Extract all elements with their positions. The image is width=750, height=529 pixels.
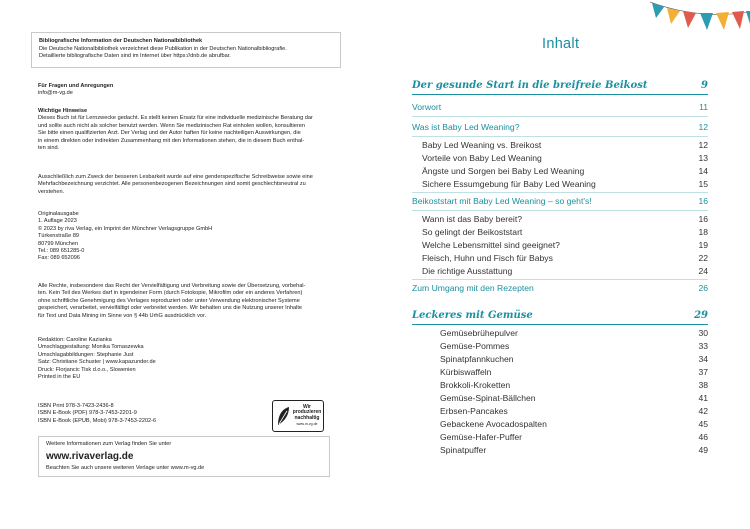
toc-label: So gelingt der Beikoststart bbox=[422, 227, 523, 237]
toc-label: Sichere Essumgebung für Baby Led Weaning bbox=[422, 179, 596, 189]
edition-line: Fax: 089 652096 bbox=[38, 255, 80, 262]
toc-page: 12 bbox=[698, 140, 708, 150]
gender-line: Ausschließlich zum Zweck der besseren Lesbarkeit wurde auf eine genderspezifische Schreibweise sowie eine bbox=[38, 174, 313, 180]
toc-recipe-entry[interactable] bbox=[440, 404, 708, 418]
toc-label: Beikoststart mit Baby Led Weaning – so geht's! bbox=[412, 196, 592, 206]
rights-line: gespeichert, verarbeitet, vervielfältigt oder verbreitet werden. Wir behalten uns die Nutzung unserer Inhalte bbox=[38, 305, 302, 312]
toc-recipe-entry[interactable] bbox=[440, 417, 708, 431]
toc-chapter-entry[interactable] bbox=[412, 120, 708, 134]
rights-line: Alle Rechte, insbesondere das Recht der Vervielfältigung und Verbreitung sowie der Übersetzung, vorbehal- bbox=[38, 283, 306, 289]
rights-block bbox=[38, 283, 343, 320]
toc-label: Vorteile von Baby Led Weaning bbox=[422, 153, 542, 163]
edition-line: Tel.: 089 651285-0 bbox=[38, 248, 85, 255]
toc-page: 29 bbox=[694, 309, 708, 321]
toc-recipe-entry[interactable] bbox=[440, 391, 708, 405]
notes-line: und sollte auch nicht als solcher benutzt werden. Wenn Sie medizinischen Rat einholen wollen, konsultieren bbox=[38, 122, 305, 129]
eco-text bbox=[291, 405, 323, 427]
rights-line: für Text und Data Mining im Sinne von § 44b UrhG ausdrücklich vor. bbox=[38, 312, 207, 319]
edition-block bbox=[38, 211, 343, 263]
edition-line: Originalausgabe bbox=[38, 211, 79, 217]
bunting-flags-icon bbox=[650, 0, 750, 48]
toc-page: 12 bbox=[698, 122, 708, 132]
notes-line: Dieses Buch ist für Lernzwecke gedacht. Es stellt keinen Ersatz für eine individuelle medizinische Beratung dar bbox=[38, 115, 313, 122]
toc-page: 16 bbox=[698, 214, 708, 224]
biblio-line: Detaillierte bibliografische Daten sind im Internet über https://dnb.de abrufbar. bbox=[39, 53, 231, 60]
divider bbox=[412, 116, 708, 117]
toc-label: Spinatpuffer bbox=[440, 445, 487, 455]
credits-line: Druck: Florjancic Tisk d.o.o., Slowenien bbox=[38, 366, 136, 373]
toc-section-entry[interactable] bbox=[422, 238, 708, 252]
toc-page: 22 bbox=[698, 253, 708, 263]
divider bbox=[412, 94, 708, 95]
toc-page: 14 bbox=[698, 166, 708, 176]
isbn-block bbox=[38, 403, 258, 425]
toc-page: 13 bbox=[698, 153, 708, 163]
toc-part-entry[interactable] bbox=[412, 78, 708, 92]
toc-page: 16 bbox=[698, 196, 708, 206]
bunting-flag bbox=[700, 13, 713, 30]
toc-page: 42 bbox=[698, 406, 708, 416]
toc-label: Spinatpfannkuchen bbox=[440, 354, 514, 364]
credits-line: Satz: Christiane Schuster | www.kapazunder.de bbox=[38, 359, 156, 366]
contents-page bbox=[375, 0, 750, 529]
eco-small: www.m-vg.de bbox=[296, 421, 318, 426]
toc-section-entry[interactable] bbox=[422, 251, 708, 265]
toc-label: Gemüse-Pommes bbox=[440, 341, 510, 351]
publisher-web-box bbox=[38, 436, 330, 477]
bunting-flag bbox=[746, 11, 750, 24]
toc-label: Die richtige Ausstattung bbox=[422, 266, 513, 276]
toc-page: 38 bbox=[698, 380, 708, 390]
toc-part-entry[interactable] bbox=[412, 308, 708, 322]
toc-label: Kürbiswaffeln bbox=[440, 367, 492, 377]
toc-recipe-entry[interactable] bbox=[440, 365, 708, 379]
toc-recipe-entry[interactable] bbox=[440, 326, 708, 340]
edition-line: © 2023 by riva Verlag, ein Imprint der Münchner Verlagsgruppe GmbH bbox=[38, 225, 213, 232]
web-url[interactable]: www.rivaverlag.de bbox=[46, 451, 134, 462]
rights-line: ten. Kein Teil des Werkes darf in irgendeiner Form (durch Fotokopie, Mikrofilm oder ein anderes Verfahren) bbox=[38, 290, 303, 297]
toc-recipe-entry[interactable] bbox=[440, 339, 708, 353]
page-title: Inhalt bbox=[542, 36, 580, 52]
credits-block bbox=[38, 337, 343, 381]
divider bbox=[412, 192, 708, 193]
credits-line: Redaktion: Caroline Kazianka bbox=[38, 337, 112, 343]
divider bbox=[412, 136, 708, 137]
isbn-line: ISBN E-Book (PDF) 978-3-7453-2201-9 bbox=[38, 410, 137, 417]
toc-page: 34 bbox=[698, 354, 708, 364]
toc-recipe-entry[interactable] bbox=[440, 430, 708, 444]
credits-line: Umschlagabbildungen: Stephanie Just bbox=[38, 351, 134, 358]
divider bbox=[412, 324, 708, 325]
toc-page: 41 bbox=[698, 393, 708, 403]
sustainability-badge bbox=[272, 400, 324, 432]
toc-section-entry[interactable] bbox=[422, 164, 708, 178]
toc-section-entry[interactable] bbox=[422, 151, 708, 165]
toc-chapter-entry[interactable] bbox=[412, 281, 708, 295]
toc-page: 9 bbox=[701, 79, 708, 91]
bibliographic-info-box bbox=[31, 32, 341, 68]
notes-block bbox=[38, 108, 343, 152]
toc-label: Ängste und Sorgen bei Baby Led Weaning bbox=[422, 166, 585, 176]
edition-line: 80799 München bbox=[38, 240, 79, 247]
toc-page: 33 bbox=[698, 341, 708, 351]
biblio-line: Die Deutsche Nationalbibliothek verzeichnet diese Publikation in der Deutschen Nationalbibliografie. bbox=[39, 45, 287, 52]
toc-section-entry[interactable] bbox=[422, 177, 708, 191]
toc-label: Vorwort bbox=[412, 102, 442, 112]
toc-chapter-entry[interactable] bbox=[412, 194, 708, 208]
toc-label: Gemüsebrühepulver bbox=[440, 328, 518, 338]
leaf-icon bbox=[276, 405, 291, 427]
toc-page: 46 bbox=[698, 432, 708, 442]
toc-page: 26 bbox=[698, 283, 708, 293]
toc-label: Leckeres mit Gemüse bbox=[412, 309, 533, 321]
bunting-flag bbox=[652, 3, 664, 18]
web-outro: Beachten Sie auch unsere weiteren Verlage unter www.m-vg.de bbox=[46, 465, 205, 471]
toc-page: 19 bbox=[698, 240, 708, 250]
toc-page: 11 bbox=[699, 102, 708, 112]
toc-section-entry[interactable] bbox=[422, 212, 708, 226]
credits-line: Printed in the EU bbox=[38, 374, 81, 381]
bunting-flag bbox=[683, 11, 696, 28]
credits-line: Umschlaggestaltung: Monika Tomaszewka bbox=[38, 344, 144, 351]
eco-line2: nachhaltig bbox=[294, 415, 320, 421]
notes-line: ten sind. bbox=[38, 145, 60, 152]
isbn-line: ISBN E-Book (EPUB, Mobi) 978-3-7453-2202-6 bbox=[38, 417, 157, 424]
toc-label: Welche Lebensmittel sind geeignet? bbox=[422, 240, 560, 250]
toc-label: Wann ist das Baby bereit? bbox=[422, 214, 522, 224]
divider bbox=[412, 279, 708, 280]
toc-label: Brokkoli-Kroketten bbox=[440, 380, 511, 390]
rights-line: ohne schriftliche Genehmigung des Verlages reproduziert oder unter Verwendung elektronischer Systeme bbox=[38, 297, 300, 304]
toc-label: Der gesunde Start in die breifreie Beikost bbox=[412, 79, 648, 91]
bunting-flag bbox=[732, 11, 744, 29]
toc-label: Was ist Baby Led Weaning? bbox=[412, 122, 520, 132]
toc-page: 15 bbox=[698, 179, 708, 189]
contact-email[interactable]: info@m-vg.de bbox=[38, 90, 73, 97]
contact-title: Für Fragen und Anregungen bbox=[38, 83, 114, 89]
toc-page: 18 bbox=[698, 227, 708, 237]
notes-line: Sie bitte einen qualifizierten Arzt. Der Verlag und der Autor haften für keine nachteiligen Auswirkungen, die bbox=[38, 130, 301, 137]
toc-label: Zum Umgang mit den Rezepten bbox=[412, 283, 534, 293]
bunting-flag bbox=[667, 8, 680, 24]
toc-label: Erbsen-Pancakes bbox=[440, 406, 508, 416]
web-intro: Weitere Informationen zum Verlag finden Sie unter bbox=[46, 441, 172, 447]
toc-section-entry[interactable] bbox=[422, 138, 708, 152]
edition-line: 1. Auflage 2023 bbox=[38, 218, 77, 225]
gender-note-block bbox=[38, 174, 343, 196]
toc-label: Baby Led Weaning vs. Breikost bbox=[422, 140, 542, 150]
toc-recipe-entry[interactable] bbox=[440, 378, 708, 392]
gender-line: Mehrfachbezeichnung verzichtet. Alle personenbezogenen Bezeichnungen sind somit geschlechtsneutral zu bbox=[38, 181, 306, 188]
notes-line: in einem direkten oder indirekten Zusammenhang mit den Informationen stehen, die in diesem Buch enthal- bbox=[38, 137, 305, 144]
toc-page: 30 bbox=[698, 328, 708, 338]
divider bbox=[412, 210, 708, 211]
toc-page: 24 bbox=[698, 266, 708, 276]
toc-label: Gemüse-Hafer-Puffer bbox=[440, 432, 522, 442]
isbn-line: ISBN Print 978-3-7423-2436-8 bbox=[38, 403, 114, 409]
biblio-title: Bibliografische Information der Deutschen Nationalbibliothek bbox=[39, 38, 203, 44]
toc-page: 49 bbox=[698, 445, 708, 455]
toc-chapter-entry[interactable] bbox=[412, 100, 708, 114]
eco-line1: Wir produzieren bbox=[292, 403, 322, 416]
toc-section-entry[interactable] bbox=[422, 225, 708, 239]
contact-block bbox=[38, 83, 343, 98]
notes-title: Wichtige Hinweise bbox=[38, 108, 88, 114]
toc-recipe-entry[interactable] bbox=[440, 443, 708, 457]
gender-line: verstehen. bbox=[38, 188, 65, 195]
toc-label: Gebackene Avocadospalten bbox=[440, 419, 547, 429]
toc-section-entry[interactable] bbox=[422, 264, 708, 278]
toc-page: 37 bbox=[698, 367, 708, 377]
bunting-flag bbox=[716, 12, 729, 30]
edition-line: Türkenstraße 89 bbox=[38, 233, 80, 240]
toc-label: Fleisch, Huhn und Fisch für Babys bbox=[422, 253, 553, 263]
toc-label: Gemüse-Spinat-Bällchen bbox=[440, 393, 536, 403]
toc-page: 45 bbox=[698, 419, 708, 429]
toc-recipe-entry[interactable] bbox=[440, 352, 708, 366]
